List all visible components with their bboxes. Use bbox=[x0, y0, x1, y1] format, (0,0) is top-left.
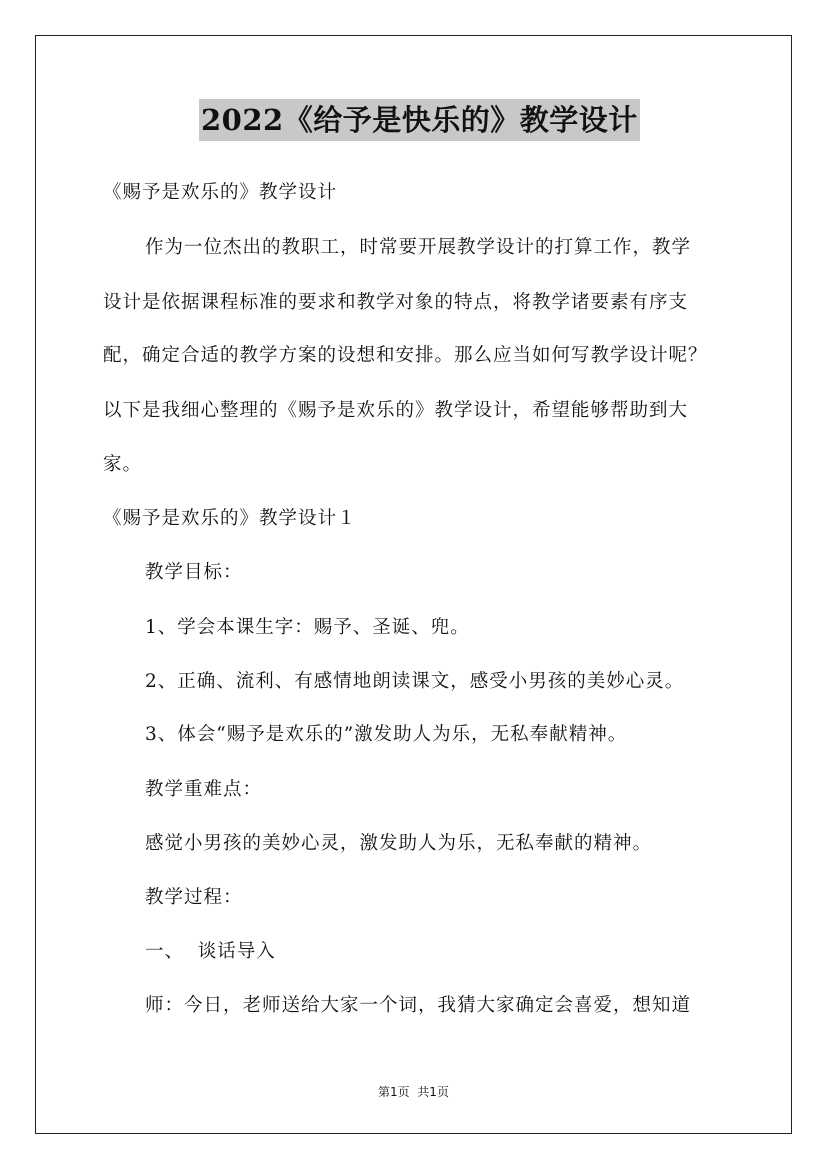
subheading: 教学目标： bbox=[145, 562, 243, 583]
list-item: 3、体会“赐予是欢乐的”激发助人为乐，无私奉献精神。 bbox=[145, 724, 628, 745]
paragraph-line: 家。 bbox=[103, 454, 143, 475]
paragraph-line: 作为一位杰出的教职工，时常要开展教学设计的打算工作，教学 bbox=[145, 237, 692, 258]
list-item: 1、学会本课生字：赐予、圣诞、兜。 bbox=[145, 617, 470, 638]
list-item: 一、 谈话导入 bbox=[145, 941, 276, 962]
section-heading: 《赐予是欢乐的》教学设计１ bbox=[103, 508, 357, 529]
paragraph-line: 师：今日，老师送给大家一个词，我猜大家确定会喜爱，想知道 bbox=[145, 995, 692, 1016]
section-heading: 《赐予是欢乐的》教学设计 bbox=[103, 182, 338, 203]
paragraph-line: 配，确定合适的教学方案的设想和安排。那么应当如何写教学设计呢？ bbox=[103, 345, 708, 366]
list-item: 2、正确、流利、有感情地朗读课文，感受小男孩的美妙心灵。 bbox=[145, 671, 685, 692]
paragraph-line: 感觉小男孩的美妙心灵，激发助人为乐，无私奉献的精神。 bbox=[145, 833, 653, 854]
page-number: 第1页 共1页 bbox=[378, 1085, 449, 1099]
document-title: 2022《给予是快乐的》教学设计 bbox=[199, 99, 640, 141]
subheading: 教学过程： bbox=[145, 887, 243, 908]
paragraph-line: 设计是依据课程标准的要求和教学对象的特点，将教学诸要素有序支 bbox=[103, 292, 689, 313]
subheading: 教学重难点： bbox=[145, 779, 263, 800]
paragraph-line: 以下是我细心整理的《赐予是欢乐的》教学设计，希望能够帮助到大 bbox=[103, 400, 689, 421]
